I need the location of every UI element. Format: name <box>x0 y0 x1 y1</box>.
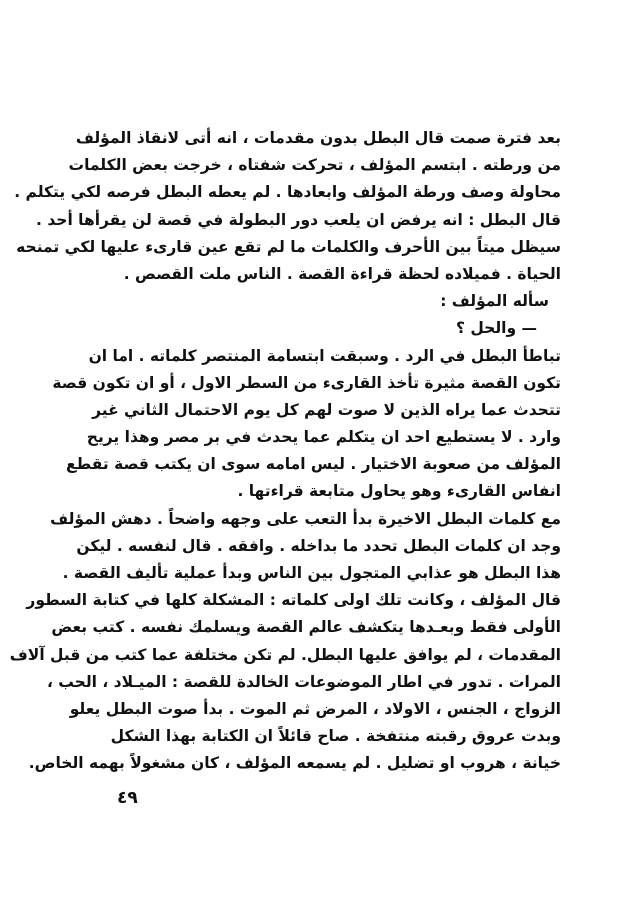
text-line: الزواج ، الجنس ، الاولاد ، المرض ثم الموت . بدأ صوت البطل يعلو <box>69 699 561 718</box>
text-line: محاولة وصف ورطة المؤلف وابعادها . لم يعطه البطل فرصه لكي يتكلم . <box>14 183 561 202</box>
text-line: الأولى فقط وبعـدها يتكشف عالم القصة ويسلمك نفسه . كتب بعض <box>51 618 561 637</box>
text-line: قال البطل : انه يرفض ان يلعب دور البطولة في قصة لن يقرأها أحد . <box>36 210 561 229</box>
text-line: سيظل ميتاً بين الأحرف والكلمات ما لم تقع عين قارىء عليها لكي تمنحه <box>16 237 561 256</box>
text-line: خيانة ، هروب او تضليل . لم يسمعه المؤلف ، كان مشغولاً بهمه الخاص. <box>28 754 561 773</box>
text-line: تباطأ البطل في الرد . وسبقت ابتسامة المنتصر كلماته . اما ان <box>88 346 561 365</box>
body-text <box>9 125 561 778</box>
text-line: المقدمات ، لم يوافق عليها البطل. لم تكن مختلفة عما كتب من قبل آلاف <box>9 645 561 664</box>
text-line: انفاس القارىء وهو يحاول متابعة قراءتها . <box>237 482 561 501</box>
text-line: — والحل ؟ <box>455 319 537 338</box>
text-line: مع كلمات البطل الاخيرة بدأ التعب على وجهه واضحاً . دهش المؤلف <box>50 509 561 528</box>
text-line: وارد . لا يستطيع احد ان يتكلم عما يحدث في بر مصر وهذا يريح <box>86 428 561 447</box>
text-line: الحياة . فميلاده لحظة قراءة القصة . الناس ملت القصص . <box>123 264 561 283</box>
text-line: وبدت عروق رقبته منتفخة . صاح قائلاً ان الكتابة بهذا الشكل <box>110 727 561 746</box>
page-number: ٤٩ <box>117 788 138 808</box>
text-line: من ورطته . ابتسم المؤلف ، تحركت شفتاه ، خرجت بعض الكلمات <box>68 156 561 175</box>
text-line: المؤلف من صعوبة الاختيار . ليس امامه سوى ان يكتب قصة تقطع <box>66 455 561 474</box>
text-line: المرات . تدور في اطار الموضوعات الخالدة للقصة : الميـلاد ، الحب ، <box>46 672 561 691</box>
text-line: قال المؤلف ، وكانت تلك اولى كلماته : المشكلة كلها في كتابة السطور <box>26 591 561 610</box>
text-line: سأله المؤلف : <box>440 292 549 311</box>
text-line: بعد فترة صمت قال البطل بدون مقدمات ، انه أتى لانقاذ المؤلف <box>75 129 561 147</box>
text-line: تكون القصة مثيرة تأخذ القارىء من السطر الاول ، أو ان تكون قصة <box>52 373 561 392</box>
text-line: وجد ان كلمات البطل تحدد ما بداخله . وافقه . قال لنفسه . ليكن <box>76 536 561 555</box>
text-line: هذا البطل هو عذابي المتجول بين الناس وبدأ عملية تأليف القصة . <box>62 564 561 582</box>
text-line: تتحدث عما يراه الذين لا صوت لهم كل يوم الاحتمال الثاني غير <box>92 400 561 419</box>
